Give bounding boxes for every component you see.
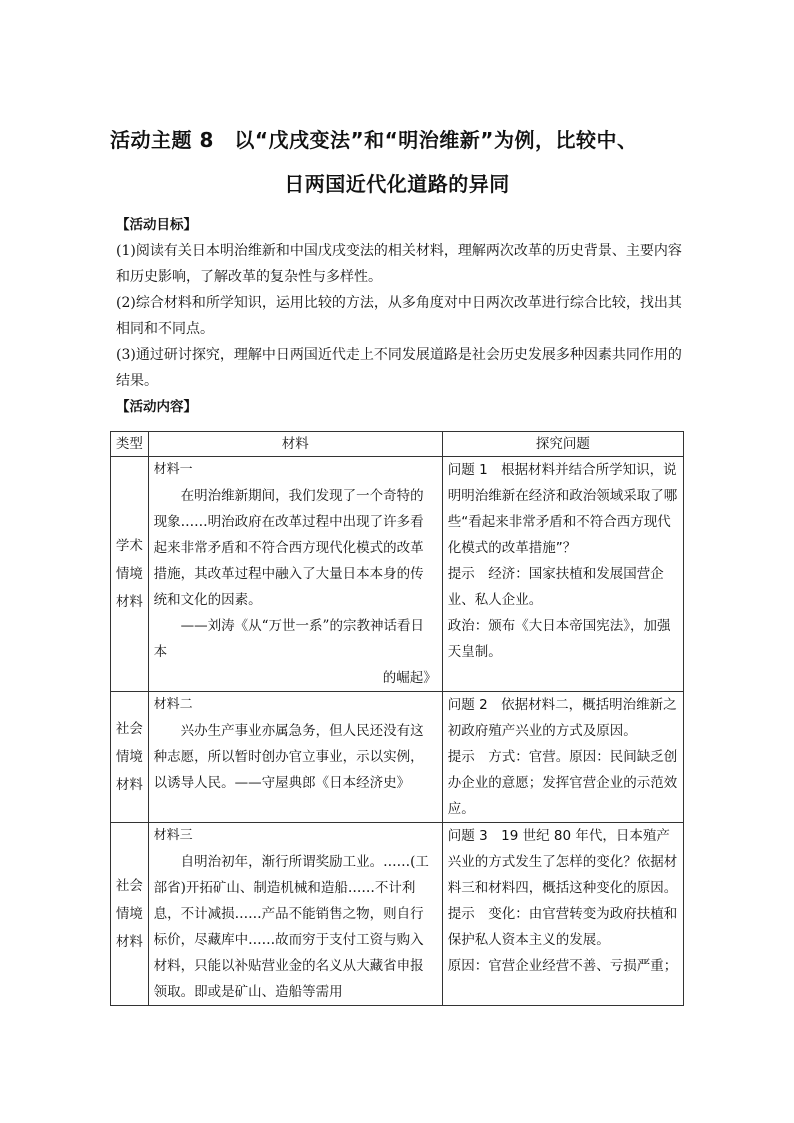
question-text: 问题 3 19 世纪 80 年代，日本殖产兴业的方式发生了怎样的变化？依据材料三和材料四，概括这种变化的原因。 (447, 828, 678, 896)
question-text: 问题 1 根据材料并结合所学知识，说明明治维新在经济和政治领域采取了哪些“看起来非常矛盾和不符合西方现代化模式的改革措施”？ (447, 462, 678, 556)
material-text: 在明治维新期间，我们发现了一个奇特的现象……明治政府在改革过程中出现了许多看起来非常矛盾和不符合西方现代化模式的改革措施，其改革过程中融入了大量日本本身的传统和文化的因素。 (153, 488, 424, 608)
goals-heading: 【活动目标】 (116, 217, 197, 233)
row-type: 社会 情境 材料 (111, 692, 149, 823)
row-type: 学术 情境 材料 (111, 457, 149, 692)
header-type: 类型 (111, 432, 149, 457)
row-question (442, 692, 683, 823)
question-text: 问题 2 依据材料二，概括明治维新之初政府殖产兴业的方式及原因。 (447, 697, 677, 739)
header-material: 材料 (148, 432, 442, 457)
row-question (442, 823, 683, 1006)
material-text: 兴办生产事业亦属急务，但人民还没有这种志愿，所以暂时创办官立事业，示以实例，以诱导人民。——守屋典郎《日本经济史》 (153, 723, 424, 791)
table-row (111, 823, 684, 1006)
hint-text: 提示 变化：由官营转变为政府扶植和保护私人资本主义的发展。 (447, 906, 678, 948)
row-material (148, 692, 442, 823)
goals-section (116, 212, 686, 420)
header-question: 探究问题 (442, 432, 683, 457)
hint-text-2: 原因：官营企业经营不善、亏损严重； (447, 958, 678, 974)
row-material (148, 823, 442, 1006)
goal-item-3: (3)通过研讨探究，理解中日两国近代走上不同发展道路是社会历史发展多种因素共同作用的结果。 (116, 347, 682, 389)
material-source: ——刘涛《从“万世一系”的宗教神话看日本 (153, 618, 424, 660)
hint-text: 提示 方式：官营。原因：民间缺乏创办企业的意愿；发挥官营企业的示范效应。 (447, 749, 678, 817)
hint-text-2: 政治：颁布《大日本帝国宪法》，加强天皇制。 (447, 618, 671, 660)
material-label: 材料三 (153, 828, 193, 843)
hint-text: 提示 经济：国家扶植和发展国营企业、私人企业。 (447, 566, 664, 608)
row-material (148, 457, 442, 692)
material-source-cont: 的崛起》 (382, 670, 437, 686)
material-label: 材料二 (153, 697, 193, 712)
content-heading: 【活动内容】 (116, 399, 197, 415)
goal-item-2: (2)综合材料和所学知识，运用比较的方法，从多角度对中日两次改革进行综合比较，找出其相同和不同点。 (116, 295, 682, 337)
table-row (111, 457, 684, 692)
material-text: 自明治初年，渐行所谓奖励工业。……(工部省)开拓矿山、制造机械和造船……不计利息，不计减损……产品不能销售之物，则自行标价，尽藏库中……故而穷于支付工资与购入材料，只能以补贴营业金的名义从大藏省申报领取。即或是矿山、造船等需用 (153, 854, 429, 1000)
table-row (111, 692, 684, 823)
title-line-1: 活动主题 8 以“戊戌变法”和“明治维新”为例，比较中、 (110, 128, 638, 152)
activity-table (110, 431, 684, 1006)
title-line-2: 日两国近代化道路的异同 (284, 172, 510, 196)
document-title (110, 118, 684, 206)
goal-item-1: (1)阅读有关日本明治维新和中国戊戌变法的相关材料，理解两次改革的历史背景、主要内容和历史影响，了解改革的复杂性与多样性。 (116, 243, 682, 285)
row-question (442, 457, 683, 692)
material-label: 材料一 (153, 462, 193, 477)
row-type: 社会 情境 材料 (111, 823, 149, 1006)
table-header-row (111, 432, 684, 457)
